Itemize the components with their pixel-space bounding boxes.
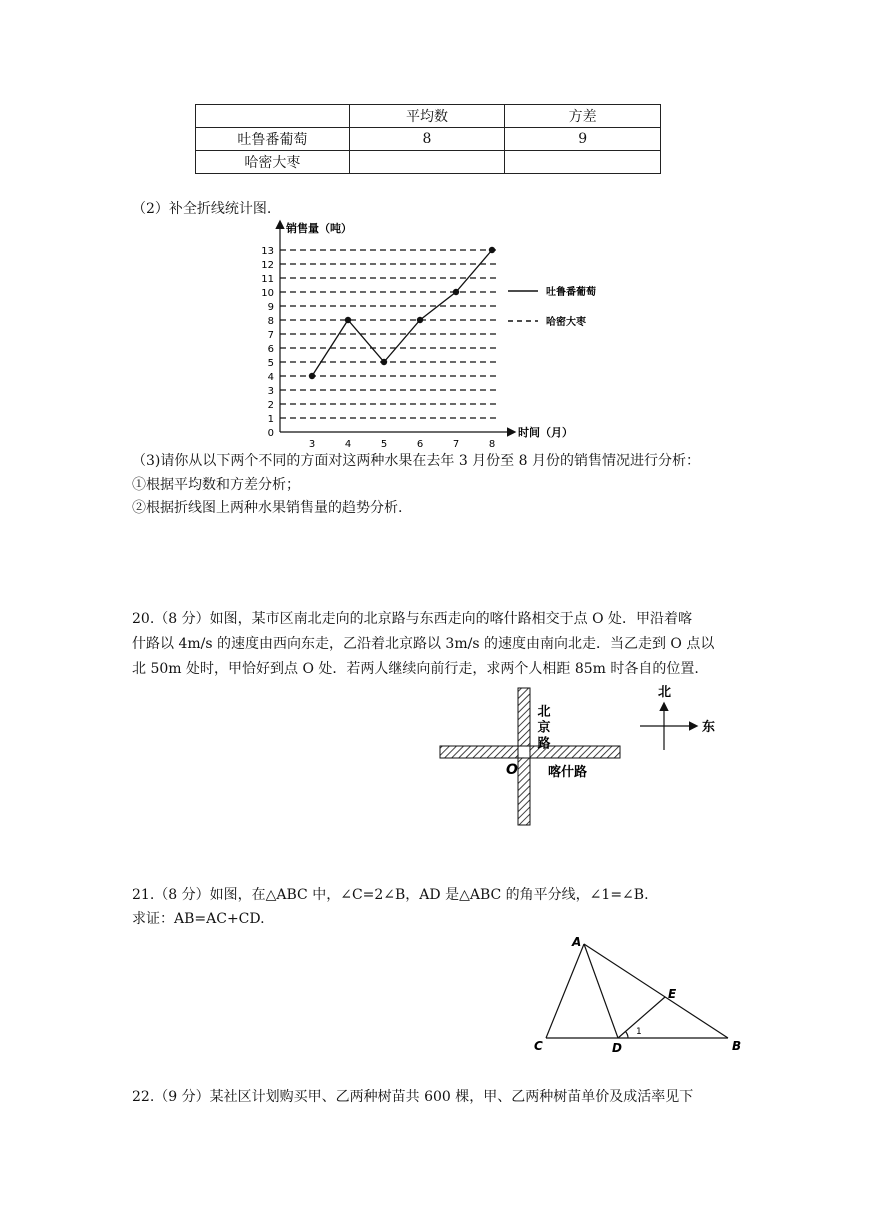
x-axis-label: 时间（月）	[518, 426, 573, 439]
sales-line-chart	[250, 218, 596, 450]
y-tick-label: 13	[261, 246, 274, 257]
legend-label: 吐鲁番葡萄	[546, 287, 596, 298]
point-c-label: C	[534, 1039, 543, 1053]
table-row	[196, 128, 661, 151]
y-tick-label: 6	[267, 344, 274, 355]
point-a-label: A	[572, 935, 582, 949]
y-tick-label: 12	[261, 260, 274, 271]
y-tick-label: 9	[267, 302, 274, 313]
table-header-cell: 平均数	[349, 105, 505, 128]
q19-part3-b: ②根据折线图上两种水果销售量的趋势分析.	[132, 500, 403, 516]
table-row	[196, 151, 661, 174]
east-label: 东	[702, 720, 716, 735]
beijing-road-label: 北京路	[534, 704, 550, 752]
y-tick-label: 5	[267, 358, 274, 369]
y-tick-label: 2	[267, 400, 274, 411]
table-cell: 哈密大枣	[196, 151, 350, 174]
x-tick-label: 5	[380, 439, 388, 450]
series-layer	[309, 247, 495, 379]
table-cell: 8	[349, 128, 505, 151]
x-tick-label: 6	[416, 439, 424, 450]
table-cell: 9	[505, 128, 661, 151]
y-tick-label: 11	[261, 274, 274, 285]
legend	[508, 285, 596, 328]
gridlines	[280, 250, 498, 418]
data-point	[417, 317, 423, 323]
y-tick-label: 1	[267, 414, 274, 425]
segment-ad	[584, 944, 618, 1038]
table-cell	[349, 151, 505, 174]
q21-line2: 求证：AB=AC+CD.	[132, 911, 265, 927]
origin-label: O	[506, 762, 518, 778]
north-label: 北	[658, 685, 672, 700]
table-header-cell	[196, 105, 350, 128]
segment-ab	[584, 944, 728, 1038]
stats-table	[195, 104, 661, 174]
series-line	[312, 250, 492, 376]
angle-1-arc	[626, 1032, 629, 1039]
point-b-label: B	[732, 1039, 742, 1053]
data-point	[381, 359, 387, 365]
table-header-cell: 方差	[505, 105, 661, 128]
q20-line1: 20.（8 分）如图，某市区南北走向的北京路与东西走向的喀什路相交于点 O 处．甲沿着喀	[132, 611, 692, 627]
legend-label: 哈密大枣	[546, 317, 586, 328]
q22-line1: 22.（9 分）某社区计划购买甲、乙两种树苗共 600 棵，甲、乙两种树苗单价及成活率见下	[132, 1089, 694, 1105]
y-tick-labels	[261, 246, 274, 439]
q20-line2: 什路以 4m/s 的速度由西向东走，乙沿着北京路以 3m/s 的速度由南向北走．当乙走到 O 点以	[132, 636, 715, 652]
data-point	[489, 247, 495, 253]
road-map-figure	[430, 680, 740, 830]
segment-ac	[546, 944, 584, 1038]
y-tick-label: 0	[267, 428, 274, 439]
q19-part3: （3)请你从以下两个不同的方面对这两种水果在去年 3 月份至 8 月份的销售情况进行分析：	[132, 453, 700, 469]
y-tick-label: 4	[267, 372, 274, 383]
data-point	[345, 317, 351, 323]
data-point	[309, 373, 315, 379]
y-axis-label: 销售量（吨）	[286, 222, 352, 235]
angle-1-label: 1	[636, 1027, 642, 1037]
y-tick-label: 8	[267, 316, 274, 327]
y-tick-label: 10	[261, 288, 274, 299]
point-e-label: E	[668, 987, 677, 1001]
q21-line1: 21.（8 分）如图，在△ABC 中，∠C=2∠B，AD 是△ABC 的角平分线，∠1=∠B.	[132, 887, 649, 903]
point-d-label: D	[612, 1041, 622, 1055]
table-cell: 吐鲁番葡萄	[196, 128, 350, 151]
x-tick-label: 4	[344, 439, 352, 450]
x-tick-label: 8	[488, 439, 496, 450]
q19-part3-a: ①根据平均数和方差分析；	[132, 477, 300, 493]
x-tick-label: 7	[452, 439, 460, 450]
y-tick-label: 7	[267, 330, 274, 341]
y-tick-label: 3	[267, 386, 274, 397]
data-point	[453, 289, 459, 295]
q19-part2: （2）补全折线统计图.	[132, 201, 272, 217]
table-header-row	[196, 105, 661, 128]
q20-line3: 北 50m 处时，甲恰好到点 O 处．若两人继续向前行走，求两个人相距 85m 时各自的位置.	[132, 661, 699, 677]
x-tick-label: 3	[308, 439, 316, 450]
kashi-road-label: 喀什路	[548, 765, 588, 780]
triangle-figure	[528, 930, 748, 1060]
table-cell	[505, 151, 661, 174]
